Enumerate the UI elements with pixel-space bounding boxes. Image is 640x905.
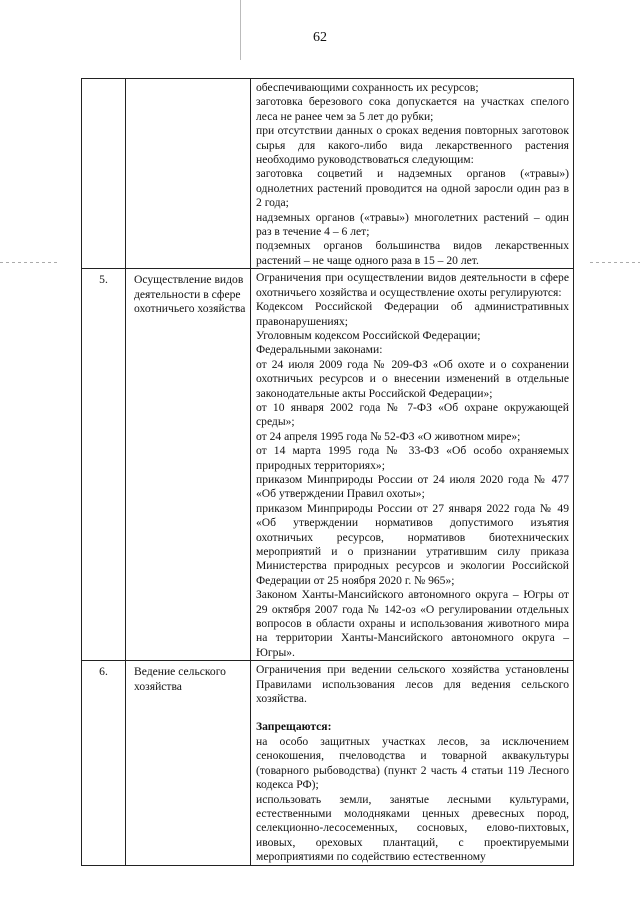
table-row bbox=[82, 269, 574, 661]
table-row bbox=[82, 661, 574, 865]
paragraph: Уголовным кодексом Российской Федерации; bbox=[256, 328, 481, 342]
paragraph: при отсутствии данных о сроках ведения повторных заготовок сырья для какого-либо вида лекарственного растения необходимо руководствоваться следующим: bbox=[256, 124, 569, 167]
paragraph: Ограничения при ведении сельского хозяйства установлены Правилами использования лесов для ведения сельского хозяйства. bbox=[256, 663, 569, 706]
paragraph: Ограничения при осуществлении видов деятельности в сфере охотничьего хозяйства и осуществление охоты регулируются: bbox=[256, 271, 569, 299]
paragraph: от 14 марта 1995 года № 33-ФЗ «Об особо охраняемых природных территориях»; bbox=[256, 444, 569, 472]
paragraph: заготовка соцветий и надземных органов («травы») однолетних растений проводится на одной заросли один раз в 2 года; bbox=[256, 167, 569, 210]
paragraph: подземных органов большинства видов лекарственных растений – не чаще одного раза в 15 – 20 лет. bbox=[256, 239, 569, 267]
page-number: 62 bbox=[313, 30, 327, 45]
paragraph: надземных органов («травы») многолетних растений – один раз в течение 4 – 6 лет; bbox=[256, 210, 569, 239]
paragraph: приказом Минприроды России от 27 января 2022 года № 49 «Об утверждении нормативов допустимого изъятия охотничьих ресурсов, нормативов биотехнических мероприятий и о признании утратившим силу приказа Министерства природных ресурсов и экологии Российской Федерации от 25 ноября 2020 г. № 965»; bbox=[256, 501, 569, 587]
paragraph: приказом Минприроды России от 24 июля 2020 года № 477 «Об утверждении Правил охоты»; bbox=[256, 472, 569, 501]
activity-name: Ведение сельского хозяйства bbox=[126, 661, 251, 865]
paragraph: Кодексом Российской Федерации об административных правонарушениях; bbox=[256, 300, 569, 328]
section-heading: Запрещаются: bbox=[256, 720, 332, 734]
paragraph: от 24 июля 2009 года № 209-ФЗ «Об охоте и о сохранении охотничьих ресурсов и о внесении изменений в отдельные законодательные акты Российской Федерации»; bbox=[256, 357, 569, 400]
paragraph: Законом Ханты-Мансийского автономного округа – Югры от 29 октября 2007 года № 142-оз «О регулировании отдельных вопросов в области охраны и использования животного мира на территории Ханты-Мансийского автономного округа – Югры». bbox=[256, 588, 569, 659]
row-number: 5. bbox=[82, 269, 126, 661]
row-number bbox=[82, 79, 126, 269]
scan-artifact-top bbox=[240, 0, 241, 60]
paragraph: Федеральными законами: bbox=[256, 343, 383, 357]
paragraph: использовать земли, занятые лесными культурами, естественными молодняками ценных древесных пород, селекционно-лесосеменных, сосновых, елово-пихтовых, ивовых, ореховых плантаций, с проектируемыми мероприятиями по содействию естественному bbox=[256, 792, 569, 864]
restrictions-text bbox=[251, 661, 574, 865]
regulation-table bbox=[81, 78, 574, 866]
activity-name bbox=[126, 79, 251, 269]
scan-artifact-left bbox=[0, 262, 60, 263]
paragraph: на особо защитных участках лесов, за исключением сенокошения, пчеловодства и товарной аквакультуры (товарного рыбоводства) (пункт 2 часть 4 статьи 119 Лесного кодекса РФ); bbox=[256, 734, 569, 792]
paragraph: заготовка березового сока допускается на участках спелого леса не ранее чем за 5 лет до рубки; bbox=[256, 95, 569, 123]
paragraph: от 24 апреля 1995 года № 52-ФЗ «О животном мире»; bbox=[256, 429, 521, 443]
paragraph: от 10 января 2002 года № 7-ФЗ «Об охране окружающей среды»; bbox=[256, 400, 569, 429]
row-number: 6. bbox=[82, 661, 126, 865]
table-row bbox=[82, 79, 574, 269]
restrictions-text bbox=[251, 269, 574, 661]
restrictions-text bbox=[251, 79, 574, 269]
paragraph: обеспечивающими сохранность их ресурсов; bbox=[256, 81, 479, 94]
activity-name: Осуществление видов деятельности в сфере охотничьего хозяйства bbox=[126, 269, 251, 661]
scan-artifact-right bbox=[590, 262, 640, 263]
